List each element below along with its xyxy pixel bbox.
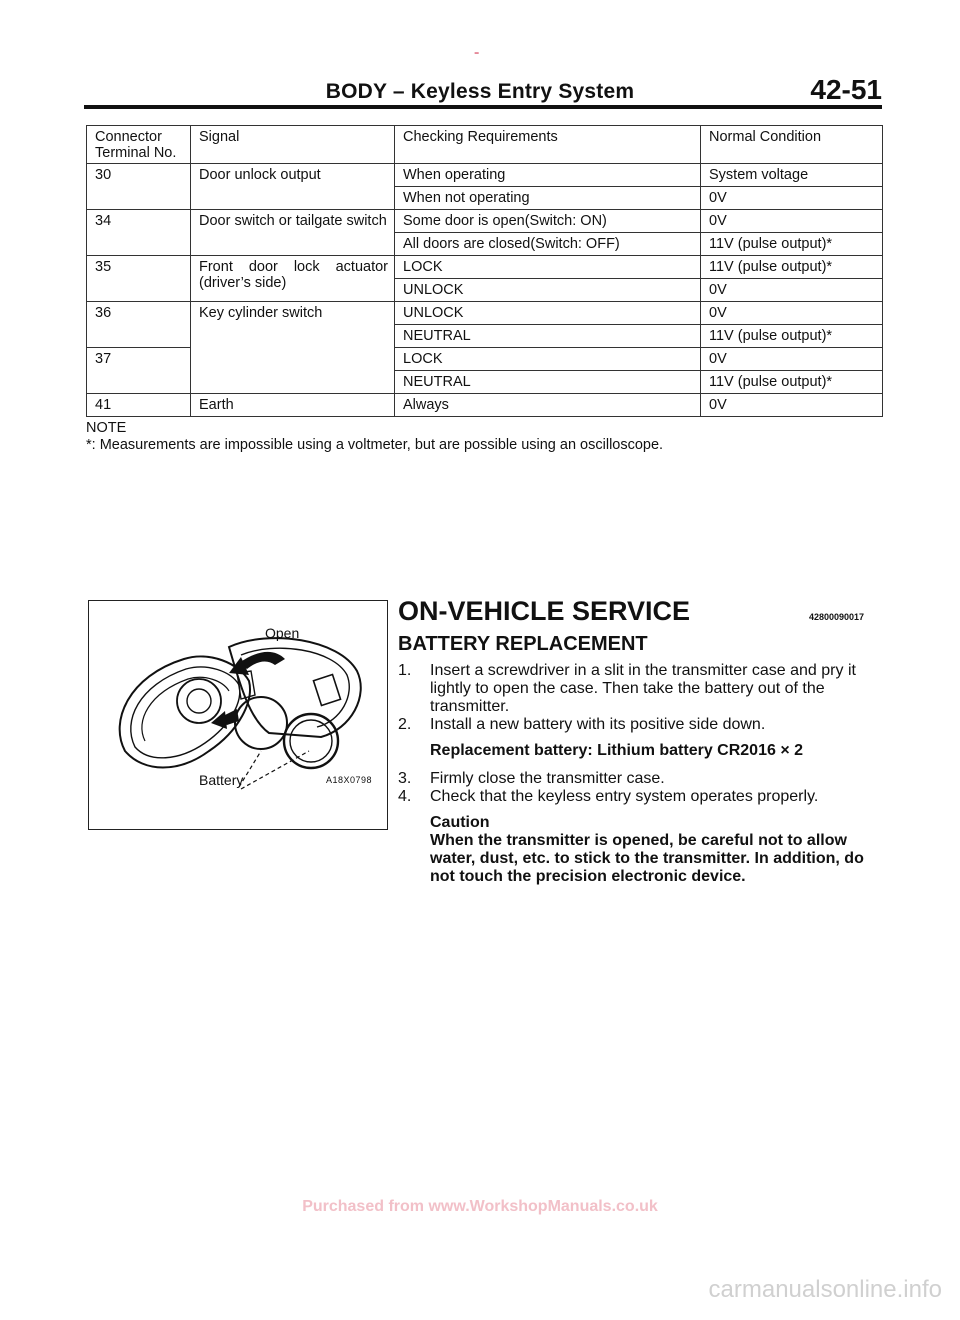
requirement-cell: Always bbox=[395, 394, 701, 417]
normal-cell: 0V bbox=[701, 187, 883, 210]
page-number: 42-51 bbox=[810, 74, 882, 105]
step-text: Check that the keyless entry system operates properly. bbox=[430, 788, 819, 805]
table-row bbox=[87, 394, 883, 417]
section-title: ON-VEHICLE SERVICE bbox=[398, 596, 691, 626]
normal-cell: 11V (pulse output)* bbox=[701, 233, 883, 256]
header-rule bbox=[84, 105, 882, 109]
normal-cell: System voltage bbox=[701, 164, 883, 187]
requirement-cell: UNLOCK bbox=[395, 279, 701, 302]
figure-label-open: Open bbox=[265, 625, 300, 641]
normal-cell: 11V (pulse output)* bbox=[701, 256, 883, 279]
normal-cell: 0V bbox=[701, 302, 883, 325]
normal-cell: 0V bbox=[701, 348, 883, 371]
table-row bbox=[87, 210, 883, 233]
caution-label: Caution bbox=[430, 814, 490, 831]
figure-label-battery: Battery bbox=[199, 772, 244, 788]
transmitter-battery-figure bbox=[88, 600, 388, 830]
step-text: Insert a screwdriver in a slit in the transmitter case and pry it lightly to open the case. Then take the battery out of the transmitter. bbox=[430, 662, 856, 715]
requirement-cell: NEUTRAL bbox=[395, 325, 701, 348]
table-row bbox=[87, 302, 883, 325]
connector-spec-table bbox=[86, 125, 883, 417]
table-header-row bbox=[87, 126, 883, 164]
normal-cell: 0V bbox=[701, 279, 883, 302]
signal-cell: Key cylinder switch bbox=[191, 302, 395, 394]
step-number: 4. bbox=[398, 788, 412, 805]
normal-cell: 0V bbox=[701, 210, 883, 233]
header-terminal: Connector Terminal No. bbox=[87, 126, 191, 164]
step-text: Install a new battery with its positive side down. bbox=[430, 716, 766, 733]
figure-code: A18X0798 bbox=[326, 775, 373, 785]
decorative-dash: - bbox=[474, 44, 480, 61]
table-row bbox=[87, 256, 883, 279]
step-text: Firmly close the transmitter case. bbox=[430, 770, 665, 787]
terminal-cell: 34 bbox=[87, 210, 191, 256]
header-requirements: Checking Requirements bbox=[395, 126, 701, 164]
header-signal: Signal bbox=[191, 126, 395, 164]
normal-cell: 11V (pulse output)* bbox=[701, 371, 883, 394]
signal-cell: Earth bbox=[191, 394, 395, 417]
subsection-title: BATTERY REPLACEMENT bbox=[398, 633, 648, 655]
step-number: 1. bbox=[398, 662, 412, 679]
step-number: 2. bbox=[398, 716, 412, 733]
watermark: carmanualsonline.info bbox=[708, 1276, 942, 1303]
terminal-cell: 35 bbox=[87, 256, 191, 302]
signal-cell: Front door lock actuator (driver’s side) bbox=[191, 256, 395, 302]
caution-text: When the transmitter is opened, be careful not to allow water, dust, etc. to stick to the transmitter. In addition, do not touch the precision electronic device. bbox=[430, 832, 864, 885]
signal-cell: Door unlock output bbox=[191, 164, 395, 210]
note-text: *: Measurements are impossible using a voltmeter, but are possible using an oscilloscope. bbox=[86, 437, 664, 453]
step-number: 3. bbox=[398, 770, 412, 787]
normal-cell: 0V bbox=[701, 394, 883, 417]
requirement-cell: UNLOCK bbox=[395, 302, 701, 325]
transmitter-illustration bbox=[89, 601, 387, 829]
replacement-battery-spec: Replacement battery: Lithium battery CR2016 × 2 bbox=[430, 742, 804, 759]
footer-purchase-notice: Purchased from www.WorkshopManuals.co.uk bbox=[302, 1198, 658, 1215]
normal-cell: 11V (pulse output)* bbox=[701, 325, 883, 348]
page-header-title: BODY – Keyless Entry System bbox=[325, 80, 635, 103]
note-label: NOTE bbox=[86, 420, 127, 436]
header-normal: Normal Condition bbox=[701, 126, 883, 164]
requirement-cell: When operating bbox=[395, 164, 701, 187]
terminal-cell: 30 bbox=[87, 164, 191, 210]
terminal-cell: 41 bbox=[87, 394, 191, 417]
requirement-cell: LOCK bbox=[395, 348, 701, 371]
terminal-cell: 36 bbox=[87, 302, 191, 348]
requirement-cell: LOCK bbox=[395, 256, 701, 279]
terminal-cell: 37 bbox=[87, 348, 191, 394]
requirement-cell: All doors are closed(Switch: OFF) bbox=[395, 233, 701, 256]
requirement-cell: When not operating bbox=[395, 187, 701, 210]
signal-cell: Door switch or tailgate switch bbox=[191, 210, 395, 256]
table-row bbox=[87, 164, 883, 187]
section-code: 42800090017 bbox=[809, 612, 865, 622]
requirement-cell: NEUTRAL bbox=[395, 371, 701, 394]
requirement-cell: Some door is open(Switch: ON) bbox=[395, 210, 701, 233]
